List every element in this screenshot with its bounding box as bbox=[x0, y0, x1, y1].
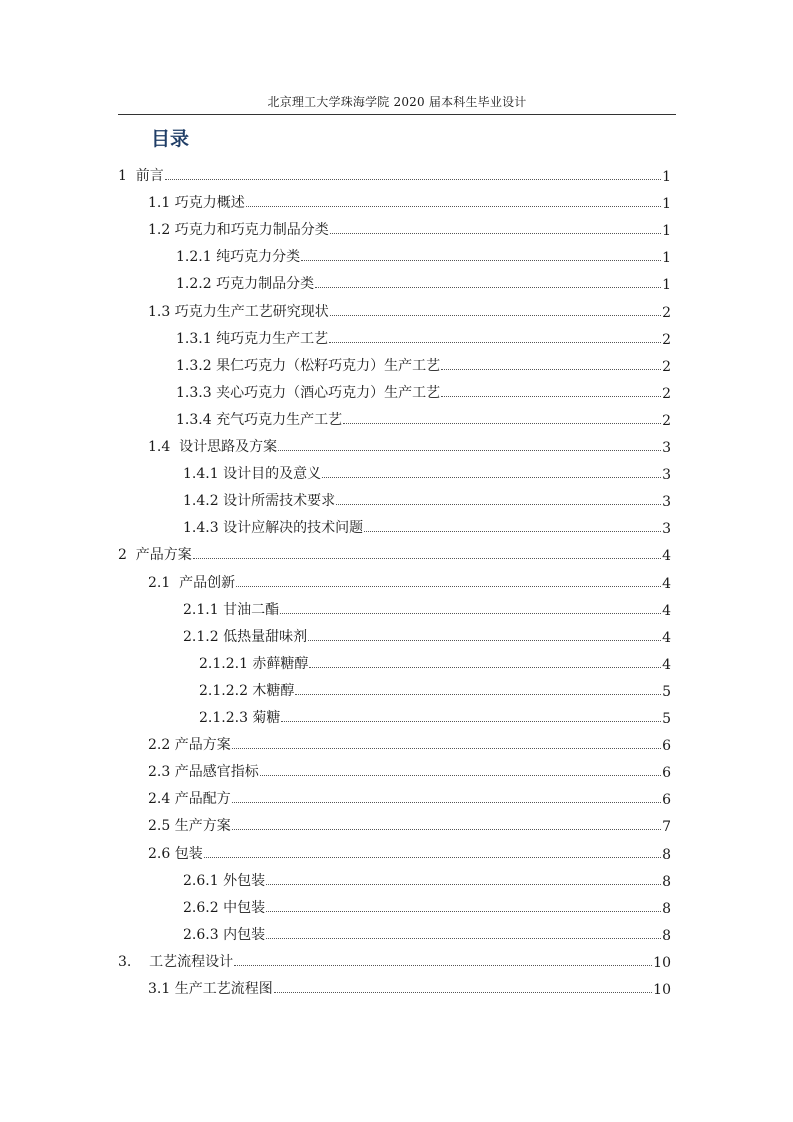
toc-entry-page-number: 2 bbox=[662, 359, 671, 375]
header-divider bbox=[118, 114, 676, 115]
toc-entry-title: 2.1.2.1 赤藓糖醇 bbox=[199, 656, 309, 672]
toc-entry-page-number: 1 bbox=[662, 196, 671, 212]
toc-entry-page-number: 8 bbox=[662, 901, 671, 917]
toc-leader-dots bbox=[232, 747, 661, 749]
toc-entry[interactable] bbox=[183, 868, 671, 890]
toc-entry-page-number: 4 bbox=[662, 630, 671, 646]
toc-entry-title: 2.4 产品配方 bbox=[148, 791, 231, 807]
toc-leader-dots bbox=[236, 585, 661, 587]
toc-entry-title: 2.6.1 外包装 bbox=[183, 873, 266, 889]
toc-entry-page-number: 4 bbox=[662, 548, 671, 564]
toc-entry[interactable] bbox=[183, 895, 671, 917]
toc-entry[interactable] bbox=[148, 217, 671, 239]
toc-entry-page-number: 1 bbox=[662, 223, 671, 239]
toc-entry-page-number: 10 bbox=[653, 955, 671, 971]
toc-leader-dots bbox=[315, 286, 661, 288]
toc-entry[interactable] bbox=[148, 841, 671, 863]
toc-leader-dots bbox=[330, 314, 661, 316]
toc-entry-title: 1.4.3 设计应解决的技术问题 bbox=[183, 520, 364, 536]
toc-entry[interactable] bbox=[176, 380, 671, 402]
toc-entry-title: 2 产品方案 bbox=[118, 547, 192, 563]
toc-entry-title: 2.1.2.2 木糖醇 bbox=[199, 683, 295, 699]
toc-entry-title: 3. 工艺流程设计 bbox=[118, 954, 234, 970]
toc-leader-dots bbox=[165, 178, 661, 180]
toc-leader-dots bbox=[260, 774, 661, 776]
toc-entry-title: 2.6 包装 bbox=[148, 846, 203, 862]
toc-entry[interactable] bbox=[176, 353, 671, 375]
toc-leader-dots bbox=[232, 801, 661, 803]
toc-entry-title: 2.5 生产方案 bbox=[148, 818, 231, 834]
toc-entry-page-number: 6 bbox=[662, 738, 671, 754]
toc-leader-dots bbox=[281, 720, 661, 722]
toc-leader-dots bbox=[266, 883, 661, 885]
toc-entry-title: 2.6.2 中包装 bbox=[183, 900, 266, 916]
toc-entry[interactable] bbox=[199, 678, 671, 700]
toc-entry-page-number: 3 bbox=[662, 494, 671, 510]
toc-entry[interactable] bbox=[176, 326, 671, 348]
toc-entry[interactable] bbox=[148, 299, 671, 321]
toc-entry-title: 1.4 设计思路及方案 bbox=[148, 439, 278, 455]
toc-entry[interactable] bbox=[148, 570, 671, 592]
toc-entry[interactable] bbox=[183, 515, 671, 537]
toc-entry-page-number: 8 bbox=[662, 928, 671, 944]
toc-entry[interactable] bbox=[176, 244, 671, 266]
toc-entry[interactable] bbox=[118, 949, 671, 971]
toc-leader-dots bbox=[295, 693, 661, 695]
toc-entry-title: 1.4.1 设计目的及意义 bbox=[183, 466, 322, 482]
toc-entry-title: 2.1.2.3 菊糖 bbox=[199, 710, 281, 726]
toc-leader-dots bbox=[330, 232, 661, 234]
toc-entry-title: 1.3 巧克力生产工艺研究现状 bbox=[148, 304, 329, 320]
toc-entry[interactable] bbox=[183, 922, 671, 944]
toc-entry-page-number: 2 bbox=[662, 305, 671, 321]
toc-entry-page-number: 4 bbox=[662, 657, 671, 673]
toc-entry-page-number: 3 bbox=[662, 467, 671, 483]
toc-entry[interactable] bbox=[183, 488, 671, 510]
toc-entry[interactable] bbox=[148, 759, 671, 781]
toc-entry-page-number: 2 bbox=[662, 332, 671, 348]
toc-leader-dots bbox=[232, 828, 661, 830]
toc-entry[interactable] bbox=[183, 624, 671, 646]
toc-entry-page-number: 3 bbox=[662, 440, 671, 456]
toc-entry-page-number: 4 bbox=[662, 576, 671, 592]
toc-entry-page-number: 5 bbox=[662, 711, 671, 727]
toc-leader-dots bbox=[301, 259, 661, 261]
toc-entry-title: 1.4.2 设计所需技术要求 bbox=[183, 493, 336, 509]
toc-entry[interactable] bbox=[148, 786, 671, 808]
toc-entry[interactable] bbox=[118, 163, 671, 185]
toc-entry-title: 2.1.1 甘油二酯 bbox=[183, 602, 280, 618]
toc-leader-dots bbox=[309, 666, 661, 668]
toc-entry[interactable] bbox=[148, 732, 671, 754]
toc-leader-dots bbox=[266, 910, 661, 912]
toc-leader-dots bbox=[364, 530, 661, 532]
toc-leader-dots bbox=[329, 341, 661, 343]
toc-leader-dots bbox=[266, 937, 661, 939]
toc-entry-page-number: 8 bbox=[662, 847, 671, 863]
toc-entry[interactable] bbox=[148, 190, 671, 212]
toc-entry-title: 1.3.2 果仁巧克力（松籽巧克力）生产工艺 bbox=[176, 358, 441, 374]
toc-entry-page-number: 1 bbox=[662, 250, 671, 266]
toc-leader-dots bbox=[204, 856, 661, 858]
toc-leader-dots bbox=[441, 368, 661, 370]
toc-leader-dots bbox=[322, 476, 661, 478]
toc-entry-page-number: 4 bbox=[662, 603, 671, 619]
toc-entry-page-number: 7 bbox=[662, 819, 671, 835]
toc-leader-dots bbox=[278, 449, 661, 451]
page-header: 北京理工大学珠海学院 2020 届本科生毕业设计 bbox=[267, 95, 527, 109]
toc-entry-page-number: 6 bbox=[662, 792, 671, 808]
toc-entry-title: 1.2.1 纯巧克力分类 bbox=[176, 249, 301, 265]
toc-entry[interactable] bbox=[199, 705, 671, 727]
toc-entry-title: 2.3 产品感官指标 bbox=[148, 764, 259, 780]
toc-entry-title: 2.2 产品方案 bbox=[148, 737, 231, 753]
toc-entry-title: 1 前言 bbox=[118, 168, 164, 184]
toc-title: 目录 bbox=[151, 128, 190, 150]
toc-entry-title: 3.1 生产工艺流程图 bbox=[148, 981, 273, 997]
toc-entry-title: 1.3.1 纯巧克力生产工艺 bbox=[176, 331, 329, 347]
toc-leader-dots bbox=[193, 557, 661, 559]
toc-entry-page-number: 1 bbox=[662, 169, 671, 185]
toc-entry-page-number: 2 bbox=[662, 413, 671, 429]
toc-leader-dots bbox=[274, 991, 652, 993]
toc-entry[interactable] bbox=[148, 813, 671, 835]
toc-leader-dots bbox=[280, 612, 661, 614]
toc-entry[interactable] bbox=[199, 651, 671, 673]
toc-entry-page-number: 3 bbox=[662, 521, 671, 537]
toc-entry[interactable] bbox=[118, 542, 671, 564]
toc-entry-page-number: 2 bbox=[662, 386, 671, 402]
toc-entry-title: 2.1 产品创新 bbox=[148, 575, 236, 591]
toc-entry-title: 1.2.2 巧克力制品分类 bbox=[176, 276, 315, 292]
toc-entry[interactable] bbox=[183, 597, 671, 619]
toc-entry-title: 1.1 巧克力概述 bbox=[148, 195, 245, 211]
toc-leader-dots bbox=[234, 964, 652, 966]
toc-entry[interactable] bbox=[183, 461, 671, 483]
toc-entry[interactable] bbox=[148, 976, 671, 998]
toc-leader-dots bbox=[336, 503, 661, 505]
toc-entry-title: 1.2 巧克力和巧克力制品分类 bbox=[148, 222, 329, 238]
toc-entry-page-number: 10 bbox=[653, 982, 671, 998]
toc-entry-title: 1.3.3 夹心巧克力（酒心巧克力）生产工艺 bbox=[176, 385, 441, 401]
toc-entry-page-number: 1 bbox=[662, 277, 671, 293]
toc-leader-dots bbox=[308, 639, 661, 641]
toc-entry-title: 2.1.2 低热量甜味剂 bbox=[183, 629, 308, 645]
toc-entry-page-number: 8 bbox=[662, 874, 671, 890]
toc-entry-title: 2.6.3 内包装 bbox=[183, 927, 266, 943]
toc-leader-dots bbox=[246, 205, 661, 207]
toc-leader-dots bbox=[441, 395, 661, 397]
toc-leader-dots bbox=[343, 422, 661, 424]
toc-entry-title: 1.3.4 充气巧克力生产工艺 bbox=[176, 412, 343, 428]
toc-entry[interactable] bbox=[176, 271, 671, 293]
toc-entry-page-number: 5 bbox=[662, 684, 671, 700]
toc-entry-page-number: 6 bbox=[662, 765, 671, 781]
toc-entry[interactable] bbox=[176, 407, 671, 429]
toc-entry[interactable] bbox=[148, 434, 671, 456]
